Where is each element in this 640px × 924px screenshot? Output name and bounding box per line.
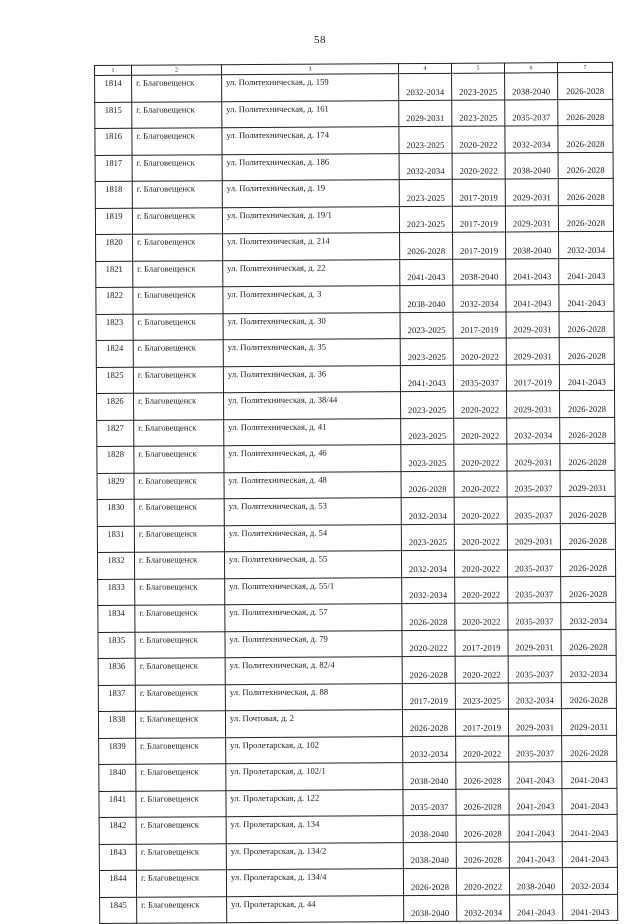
- period-cell: 2032-2034: [559, 231, 614, 258]
- address-cell: ул. Пролетарская, д. 134/2: [226, 842, 403, 870]
- period-cell: 2023-2025: [452, 99, 505, 126]
- row-number: 1843: [99, 844, 136, 871]
- table-row: [97, 523, 615, 553]
- period-cell: 2032-2034: [402, 577, 455, 604]
- period-cell: 2032-2034: [561, 655, 616, 682]
- period-cell: 2026-2028: [560, 417, 615, 444]
- row-number: 1844: [99, 870, 136, 897]
- table-row: [96, 337, 614, 367]
- period-cell: 2026-2028: [403, 868, 456, 895]
- city-cell: г. Благовещенск: [133, 287, 223, 314]
- period-cell: 2026-2028: [560, 443, 615, 470]
- city-cell: г. Благовещенск: [133, 366, 223, 393]
- period-cell: 2023-2025: [399, 179, 452, 206]
- address-cell: ул. Политехническая, д. 55: [224, 551, 401, 579]
- table-row: [96, 231, 614, 261]
- period-cell: 2041-2043: [510, 894, 563, 921]
- address-cell: ул. Пролетарская, д. 122: [226, 789, 403, 817]
- table-row: [98, 708, 616, 738]
- period-cell: 2032-2034: [401, 497, 454, 524]
- address-cell: ул. Пролетарская, д. 134/4: [226, 869, 403, 897]
- period-cell: 2020-2022: [454, 523, 507, 550]
- period-cell: 2017-2019: [455, 709, 508, 736]
- address-cell: ул. Политехническая, д. 79: [225, 630, 402, 658]
- row-number: 1840: [99, 764, 136, 791]
- row-number: 1837: [98, 685, 135, 712]
- column-header: 6: [504, 63, 557, 73]
- city-cell: г. Благовещенск: [134, 446, 224, 473]
- period-cell: 2038-2040: [403, 815, 456, 842]
- period-cell: 2032-2034: [507, 417, 560, 444]
- period-cell: 2032-2034: [505, 126, 558, 153]
- period-cell: 2017-2019: [452, 179, 505, 206]
- column-header: 7: [557, 62, 612, 72]
- row-number: 1825: [96, 367, 133, 394]
- period-cell: 2038-2040: [505, 73, 558, 100]
- address-cell: ул. Политехническая, д. 46: [224, 445, 401, 473]
- period-cell: 2041-2043: [509, 762, 562, 789]
- row-number: 1822: [96, 287, 133, 314]
- address-cell: ул. Пролетарская, д. 44: [227, 895, 404, 923]
- table-row: [98, 629, 616, 659]
- row-number: 1845: [100, 897, 137, 924]
- row-number: 1832: [97, 552, 134, 579]
- address-cell: ул. Пролетарская, д. 102: [226, 736, 403, 764]
- period-cell: 2032-2034: [399, 153, 452, 180]
- address-cell: ул. Почтовая, д. 2: [225, 710, 402, 738]
- period-cell: 2029-2031: [560, 470, 615, 497]
- period-cell: 2023-2025: [452, 73, 505, 100]
- city-cell: г. Благовещенск: [132, 128, 222, 155]
- table-row: [97, 496, 615, 526]
- period-cell: 2026-2028: [559, 337, 614, 364]
- period-cell: 2041-2043: [559, 364, 614, 391]
- row-number: 1824: [96, 340, 133, 367]
- period-cell: 2041-2043: [506, 285, 559, 312]
- row-number: 1823: [96, 314, 133, 341]
- address-cell: ул. Политехническая, д. 19/1: [222, 206, 399, 234]
- city-cell: г. Благовещенск: [133, 313, 223, 340]
- address-cell: ул. Политехническая, д. 35: [223, 339, 400, 367]
- period-cell: 2041-2043: [563, 894, 618, 921]
- table-row: [95, 125, 613, 155]
- row-number: 1829: [97, 473, 134, 500]
- table-row: [99, 735, 617, 765]
- period-cell: 2017-2019: [452, 205, 505, 232]
- period-cell: 2026-2028: [558, 205, 613, 232]
- city-cell: г. Благовещенск: [136, 737, 226, 764]
- address-cell: ул. Пролетарская, д. 134: [226, 816, 403, 844]
- table-row: [95, 99, 613, 129]
- period-cell: 2029-2031: [399, 100, 452, 127]
- period-cell: 2035-2037: [505, 99, 558, 126]
- period-cell: 2029-2031: [505, 205, 558, 232]
- city-cell: г. Благовещенск: [134, 525, 224, 552]
- period-cell: 2038-2040: [403, 842, 456, 869]
- city-cell: г. Благовещенск: [135, 578, 225, 605]
- page-number: 58: [314, 34, 326, 46]
- period-cell: 2023-2025: [401, 524, 454, 551]
- address-cell: ул. Пролетарская, д. 102/1: [226, 763, 403, 791]
- period-cell: 2026-2028: [558, 152, 613, 179]
- period-cell: 2026-2028: [456, 762, 509, 789]
- period-cell: 2020-2022: [456, 735, 509, 762]
- city-cell: г. Благовещенск: [132, 154, 222, 181]
- address-cell: ул. Политехническая, д. 48: [224, 471, 401, 499]
- address-cell: ул. Политехническая, д. 41: [224, 418, 401, 446]
- table-row: [95, 72, 613, 102]
- period-cell: 2026-2028: [401, 471, 454, 498]
- period-cell: 2026-2028: [456, 788, 509, 815]
- table-row: [100, 894, 618, 924]
- period-cell: 2041-2043: [562, 788, 617, 815]
- period-cell: 2041-2043: [400, 259, 453, 286]
- period-cell: 2029-2031: [508, 709, 561, 736]
- row-number: 1836: [98, 658, 135, 685]
- period-cell: 2026-2028: [562, 735, 617, 762]
- period-cell: 2020-2022: [452, 126, 505, 153]
- period-cell: 2023-2025: [399, 206, 452, 233]
- table-row: [97, 390, 615, 420]
- city-cell: г. Благовещенск: [136, 764, 226, 791]
- table-row: [99, 788, 617, 818]
- row-number: 1814: [95, 75, 132, 102]
- period-cell: 2032-2034: [508, 682, 561, 709]
- period-cell: 2023-2025: [400, 338, 453, 365]
- row-number: 1828: [97, 446, 134, 473]
- table-row: [95, 152, 613, 182]
- table-row: [97, 417, 615, 447]
- city-cell: г. Благовещенск: [136, 817, 226, 844]
- address-cell: ул. Политехническая, д. 38/44: [224, 392, 401, 420]
- city-cell: г. Благовещенск: [134, 499, 224, 526]
- table-row: [97, 549, 615, 579]
- period-cell: 2020-2022: [455, 656, 508, 683]
- table-row: [98, 576, 616, 606]
- row-number: 1826: [97, 393, 134, 420]
- address-cell: ул. Политехническая, д. 54: [224, 524, 401, 552]
- period-cell: 2035-2037: [508, 576, 561, 603]
- period-cell: 2020-2022: [454, 444, 507, 471]
- period-cell: 2023-2025: [401, 418, 454, 445]
- period-cell: 2038-2040: [509, 868, 562, 895]
- table-row: [98, 682, 616, 712]
- row-number: 1838: [98, 711, 135, 738]
- city-cell: г. Благовещенск: [136, 790, 226, 817]
- address-cell: ул. Политехническая, д. 214: [223, 233, 400, 261]
- table-row: [99, 814, 617, 844]
- address-cell: ул. Политехническая, д. 82/4: [225, 657, 402, 685]
- period-cell: 2029-2031: [505, 179, 558, 206]
- period-cell: 2020-2022: [454, 470, 507, 497]
- period-cell: 2017-2019: [506, 364, 559, 391]
- city-cell: г. Благовещенск: [132, 207, 222, 234]
- period-cell: 2032-2034: [453, 285, 506, 312]
- period-cell: 2029-2031: [508, 629, 561, 656]
- period-cell: 2029-2031: [561, 708, 616, 735]
- period-cell: 2041-2043: [506, 258, 559, 285]
- address-cell: ул. Политехническая, д. 55/1: [225, 577, 402, 605]
- period-cell: 2032-2034: [561, 602, 616, 629]
- city-cell: г. Благовещенск: [133, 260, 223, 287]
- period-cell: 2041-2043: [509, 788, 562, 815]
- address-cell: ул. Политехническая, д. 174: [222, 127, 399, 155]
- table-row: [96, 311, 614, 341]
- address-cell: ул. Политехническая, д. 19: [222, 180, 399, 208]
- address-cell: ул. Политехническая, д. 53: [224, 498, 401, 526]
- period-cell: 2041-2043: [562, 814, 617, 841]
- period-cell: 2023-2025: [400, 312, 453, 339]
- period-cell: 2020-2022: [453, 338, 506, 365]
- period-cell: 2020-2022: [454, 497, 507, 524]
- period-cell: 2029-2031: [506, 338, 559, 365]
- column-header: 5: [451, 63, 504, 73]
- period-cell: 2035-2037: [453, 364, 506, 391]
- period-cell: 2035-2037: [403, 789, 456, 816]
- city-cell: г. Благовещенск: [134, 393, 224, 420]
- address-cell: ул. Политехническая, д. 186: [222, 153, 399, 181]
- period-cell: 2041-2043: [562, 841, 617, 868]
- period-cell: 2017-2019: [453, 232, 506, 259]
- period-cell: 2026-2028: [561, 682, 616, 709]
- address-cell: ул. Политехническая, д. 3: [223, 286, 400, 314]
- address-cell: ул. Политехническая, д. 36: [223, 365, 400, 393]
- period-cell: 2038-2040: [400, 285, 453, 312]
- city-cell: г. Благовещенск: [134, 472, 224, 499]
- period-cell: 2026-2028: [402, 656, 455, 683]
- column-header: 3: [222, 64, 399, 75]
- address-cell: ул. Политехническая, д. 159: [222, 74, 399, 102]
- city-cell: г. Благовещенск: [135, 605, 225, 632]
- table-row: [99, 867, 617, 897]
- period-cell: 2032-2034: [401, 550, 454, 577]
- table-row: [99, 761, 617, 791]
- column-header: 4: [398, 63, 451, 73]
- period-cell: 2023-2025: [401, 391, 454, 418]
- row-number: 1830: [97, 499, 134, 526]
- period-cell: 2032-2034: [403, 736, 456, 763]
- table-row: [95, 178, 613, 208]
- period-cell: 2026-2028: [558, 125, 613, 152]
- period-cell: 2035-2037: [508, 656, 561, 683]
- row-number: 1833: [98, 579, 135, 606]
- period-cell: 2020-2022: [402, 630, 455, 657]
- period-cell: 2020-2022: [454, 417, 507, 444]
- period-cell: 2026-2028: [456, 815, 509, 842]
- city-cell: г. Благовещенск: [135, 658, 225, 685]
- period-cell: 2026-2028: [560, 549, 615, 576]
- row-number: 1834: [98, 605, 135, 632]
- period-cell: 2020-2022: [455, 576, 508, 603]
- period-cell: 2026-2028: [561, 629, 616, 656]
- period-cell: 2026-2028: [558, 178, 613, 205]
- period-cell: 2029-2031: [507, 444, 560, 471]
- period-cell: 2026-2028: [558, 72, 613, 99]
- period-cell: 2035-2037: [507, 550, 560, 577]
- row-number: 1820: [96, 234, 133, 261]
- period-cell: 2035-2037: [507, 497, 560, 524]
- city-cell: г. Благовещенск: [136, 843, 226, 870]
- row-number: 1816: [95, 128, 132, 155]
- period-cell: 2020-2022: [454, 391, 507, 418]
- city-cell: г. Благовещенск: [132, 101, 222, 128]
- row-number: 1817: [95, 155, 132, 182]
- city-cell: г. Благовещенск: [132, 181, 222, 208]
- period-cell: 2020-2022: [454, 550, 507, 577]
- table-row: [96, 364, 614, 394]
- row-number: 1835: [98, 632, 135, 659]
- period-cell: 2026-2028: [561, 576, 616, 603]
- table-row: [95, 205, 613, 235]
- city-cell: г. Благовещенск: [135, 711, 225, 738]
- period-cell: 2026-2028: [402, 709, 455, 736]
- period-cell: 2020-2022: [452, 152, 505, 179]
- period-cell: 2017-2019: [453, 311, 506, 338]
- period-cell: 2023-2025: [455, 682, 508, 709]
- period-cell: 2038-2040: [404, 895, 457, 922]
- period-cell: 2026-2028: [559, 311, 614, 338]
- period-cell: 2026-2028: [560, 496, 615, 523]
- period-cell: 2023-2025: [401, 444, 454, 471]
- period-cell: 2023-2025: [399, 126, 452, 153]
- city-cell: г. Благовещенск: [137, 896, 227, 923]
- period-cell: 2035-2037: [509, 735, 562, 762]
- period-cell: 2029-2031: [506, 391, 559, 418]
- city-cell: г. Благовещенск: [136, 870, 226, 897]
- housing-schedule-table: [94, 62, 618, 924]
- city-cell: г. Благовещенск: [134, 552, 224, 579]
- table-row: [98, 602, 616, 632]
- period-cell: 2020-2022: [455, 603, 508, 630]
- address-cell: ул. Политехническая, д. 30: [223, 312, 400, 340]
- row-number: 1839: [99, 738, 136, 765]
- row-number: 1842: [99, 817, 136, 844]
- period-cell: 2026-2028: [402, 603, 455, 630]
- period-cell: 2038-2040: [506, 232, 559, 259]
- address-cell: ул. Политехническая, д. 22: [223, 259, 400, 287]
- table-row: [96, 284, 614, 314]
- period-cell: 2017-2019: [455, 629, 508, 656]
- city-cell: г. Благовещенск: [133, 234, 223, 261]
- period-cell: 2041-2043: [509, 841, 562, 868]
- table-row: [99, 841, 617, 871]
- table-row: [97, 443, 615, 473]
- column-header: 1: [95, 65, 132, 75]
- period-cell: 2029-2031: [507, 523, 560, 550]
- row-number: 1818: [95, 181, 132, 208]
- table-row: [97, 470, 615, 500]
- period-cell: 2026-2028: [559, 390, 614, 417]
- period-cell: 2038-2040: [403, 762, 456, 789]
- period-cell: 2032-2034: [562, 867, 617, 894]
- city-cell: г. Благовещенск: [133, 340, 223, 367]
- address-cell: ул. Политехническая, д. 161: [222, 100, 399, 128]
- table-row: [96, 258, 614, 288]
- period-cell: 2017-2019: [402, 683, 455, 710]
- row-number: 1831: [97, 526, 134, 553]
- address-cell: ул. Политехническая, д. 88: [225, 683, 402, 711]
- period-cell: 2026-2028: [400, 232, 453, 259]
- period-cell: 2032-2034: [399, 73, 452, 100]
- period-cell: 2041-2043: [559, 284, 614, 311]
- city-cell: г. Благовещенск: [132, 75, 222, 102]
- period-cell: 2041-2043: [559, 258, 614, 285]
- period-cell: 2038-2040: [453, 258, 506, 285]
- period-cell: 2038-2040: [505, 152, 558, 179]
- row-number: 1841: [99, 791, 136, 818]
- period-cell: 2041-2043: [400, 365, 453, 392]
- row-number: 1827: [97, 420, 134, 447]
- table-row: [98, 655, 616, 685]
- period-cell: 2026-2028: [558, 99, 613, 126]
- period-cell: 2032-2034: [457, 894, 510, 921]
- row-number: 1821: [96, 261, 133, 288]
- period-cell: 2041-2043: [509, 815, 562, 842]
- address-cell: ул. Политехническая, д. 57: [225, 604, 402, 632]
- row-number: 1815: [95, 102, 132, 129]
- period-cell: 2035-2037: [508, 603, 561, 630]
- period-cell: 2041-2043: [562, 761, 617, 788]
- period-cell: 2026-2028: [560, 523, 615, 550]
- period-cell: 2029-2031: [506, 311, 559, 338]
- period-cell: 2026-2028: [456, 841, 509, 868]
- period-cell: 2020-2022: [456, 868, 509, 895]
- period-cell: 2035-2037: [507, 470, 560, 497]
- city-cell: г. Благовещенск: [135, 631, 225, 658]
- city-cell: г. Благовещенск: [134, 419, 224, 446]
- column-header: 2: [132, 65, 222, 76]
- row-number: 1819: [95, 208, 132, 235]
- city-cell: г. Благовещенск: [135, 684, 225, 711]
